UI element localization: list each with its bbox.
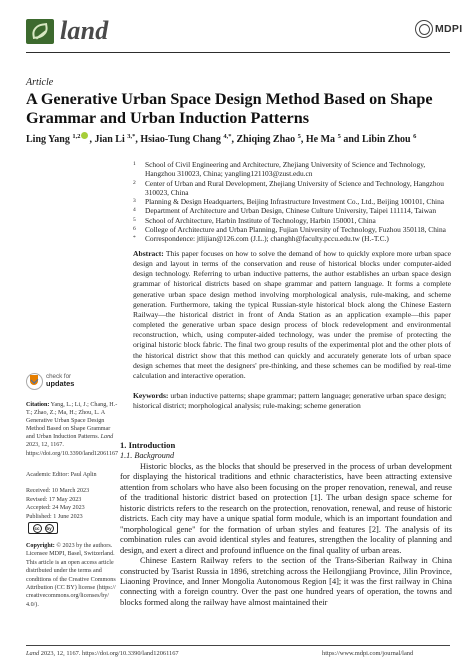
affiliation-number: 4 [133,207,136,214]
affiliation-item [133,216,453,225]
copyright-block [26,542,120,609]
author-affiliation-mark: 1,2 [72,133,81,140]
affiliation-number: 2 [133,179,136,186]
author-affiliation-mark: 4,* [223,133,232,140]
footer-journal: Land [26,650,40,657]
author-affiliation-mark: 5 [337,133,341,140]
subsection-heading: 1.1. Background [120,451,175,460]
body-text [120,462,452,608]
author-name: He Ma [305,134,336,145]
orcid-icon[interactable] [81,132,88,139]
affiliation-text: School of Architecture, Harbin Institute of Technology, Harbin 150001, China [145,215,376,225]
academic-editor: Academic Editor: Paul Aplin [26,472,97,478]
citation-doi[interactable]: 2023, 12, 1167. https://doi.org/10.3390/land12061167 [26,442,119,457]
check-updates-icon [26,373,43,390]
affiliation-item [133,197,453,206]
mdpi-logo[interactable] [415,20,462,38]
keywords [133,391,451,411]
publisher-name: MDPI [435,23,463,35]
affiliation-text: Planning & Design Headquarters, Beijing Infrastructure Investment Co., Ltd., Beijing 100101, China [145,197,445,207]
keywords-label: Keywords: [133,391,169,400]
author-affiliation-mark: 3,* [127,133,136,140]
citation-journal: Land [100,434,114,441]
abstract-text: This paper focuses on how to solve the demand of how to quickly explore more urban space design and layout in terms of the conservation and reuse of historical blocks under computer-aided design technology. Referring to urban inductive patterns, the author establishes an urban space design grammar of historical districts based on shape grammar and pattern language. It forms a complete generative urban space design method involving morphological analysis, rule-making, and scheme generation. Furthermore, taking the typical Russian-style historical block along the Chinese Eastern Railway—the historical district in front of Anda Station as an application example—this paper completed the generative urban space design process of block redevelopment and environmental reconstruction, which, using computer-aided technology, was under the premise of protecting the original historic block fabric. The final two group results of the experimental plot and the other plots of the historical district show that this method can quickly and accurately generate lots of urban space design schemes that meet the designers' pre-thinking, and these schemes can be modified by real-time calculation and interactive operation. [133,249,451,380]
author-name: Jian Li [94,134,125,145]
body-paragraph: Historic blocks, as the blocks that should be preserved in the process of urban development for displaying the historical traditions and ethnic characteristics, have been attracting extensive attention from scholars who have also been focusing on the proper renovation, renewal, and reuse of the traditional historic district based on protection [1]. The urban design space scheme for historic districts refers to the research on the protection, renovation, renewal, and reuse of historic districts. Each city may have a unique spatial form module, which is an important foundation and "morphological gene" for the formation of urban styles and features [2]. The analysis of its combination rules can avoid identical styles and features, strengthen the locality of planning and design, and exert a direct and profound influence on the final quality of urban areas. [120,462,452,555]
citation-block [26,401,118,458]
date-published: Published: 1 June 2023 [26,514,83,521]
author-name: Hsiao-Tung Chang [140,134,221,145]
affiliation-item [133,206,453,215]
article-type: Article [26,77,54,88]
copyright-label: Copyright: [26,543,55,549]
cc-by-license-badge[interactable] [28,522,58,534]
footer-citation [26,650,179,657]
affiliation-number: 1 [133,161,136,167]
affiliation-number: 6 [133,226,136,233]
header-divider [26,52,450,53]
mdpi-mark-icon [415,20,433,38]
affiliation-list [133,160,453,244]
affiliation-text: School of Civil Engineering and Architecture, Zhejiang University of Science and Technology, Hangzhou 310023, China; yangling121103@zust.edu.cn [145,160,426,179]
affiliation-number: 5 [133,216,136,223]
leaf-logo-icon [26,19,54,44]
affiliation-number: * [133,235,136,242]
copyright-text: © 2023 by the authors. Licensee MDPI, Basel, Switzerland. This article is an open access article distributed under the terms and conditions of the Creative Commons Attribution (CC BY) license (https:// creativecommons.org/licenses/by/ 4.0/). [26,543,116,608]
date-received: Received: 10 March 2023 [26,488,90,494]
author-affiliation-mark: 6 [413,133,417,140]
article-title: A Generative Urban Space Design Method Based on Shape Grammar and Urban Induction Patterns [26,90,433,127]
section-heading: 1. Introduction [120,440,176,450]
affiliation-item [133,225,453,234]
body-paragraph: Chinese Eastern Railway refers to the section of the Trans-Siberian Railway in China constructed by Tsarist Russia in 1896, stretching across the Heilongjiang Province, Jilin Province, Liaoning Province, and Inner Mongolia Autonomous Region [4]; it was the first railway in China connecting with a foreign country. Over the past one hundred years of operation, the towns and blocks formed along the railway have almost maintained their [120,556,452,607]
journal-logo[interactable] [26,16,108,46]
footer-divider [26,645,450,646]
footer-website-link[interactable]: https://www.mdpi.com/journal/land [322,650,414,657]
abstract-label: Abstract: [133,249,164,258]
author-list: Ling Yang $^{1,2}$ , Jian Li $^{3,*}$, Hsiao-Tung Chang $^{4,*}$, Zhiqing Zhao $^5$, He Ma $^5$ and Libin Zhou $^6$ [26,133,417,145]
citation-text: Yang, L.; Li, J.; Chang, H.-T.; Zhao, Z.; Ma, H.; Zhou, L. A Generative Urban Space Design Method Based on Shape Grammar and Urban Induction Patterns. [26,402,118,441]
check-updates-line1: check for [46,373,72,381]
date-accepted: Accepted: 24 May 2023 [26,505,85,512]
author-name: Zhiqing Zhao [236,134,296,145]
check-updates-line2: updates [46,379,75,388]
check-updates-label [46,374,74,388]
footer-doi[interactable]: 2023, 12, 1167. https://doi.org/10.3390/land12061167 [40,650,179,657]
keywords-text: urban inductive patterns; shape grammar; pattern language; generative urban space design; historical district; morphological analysis; rule-making; scheme generation [133,391,447,410]
cc-icon: cc [34,525,40,531]
affiliation-text: College of Architecture and Urban Planning, Fujian University of Technology, Fuzhou 350118, China [145,225,446,235]
affiliation-item [133,179,453,198]
correspondence-text[interactable]: Correspondence: jtlijian@126.com (J.L.); changhh@faculty.pccu.edu.tw (H.-T.C.) [145,234,389,244]
author-name: Ling Yang [26,134,70,145]
citation-label: Citation: [26,402,50,408]
abstract [133,249,451,381]
affiliation-text: Department of Architecture and Urban Design, Chinese Culture University, Taipei 111114, Taiwan [145,206,437,216]
publication-dates [26,487,89,522]
date-revised: Revised: 17 May 2023 [26,496,82,503]
author-name: Libin Zhou [361,134,411,145]
affiliation-item [133,160,453,179]
affiliation-number: 3 [133,198,136,205]
journal-name: land [60,16,109,45]
affiliation-text: Center of Urban and Rural Development, Zhejiang University of Science and Technology, Hangzhou 310023, China [145,178,444,197]
correspondence [133,234,453,243]
attribution-icon: by [46,525,52,531]
check-for-updates-button[interactable] [26,373,74,390]
author-affiliation-mark: 5 [297,133,301,140]
